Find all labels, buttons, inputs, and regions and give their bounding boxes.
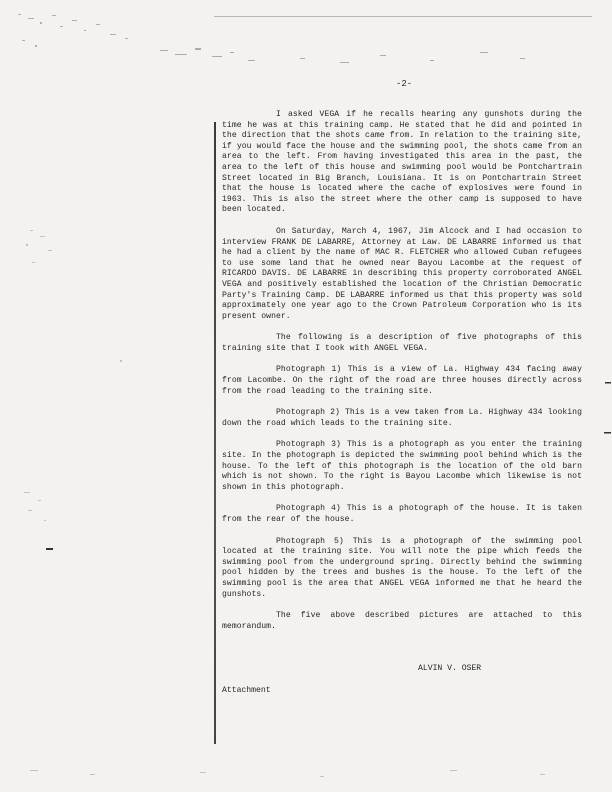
speckle-header-band xyxy=(160,48,525,63)
memo-body xyxy=(222,110,582,643)
top-rule xyxy=(214,16,592,17)
paragraph: Photograph 5) This is a photograph of the swimming pool located at the training site. You will note the pipe which feeds the swimming pool from the underground spring. Directly behind the swimming pool hidden by the trees and bushes is the house. To the left of the swimming pool is the area that ANGEL VEGA informed me that he heard the gunshots. xyxy=(222,536,582,599)
paragraph: On Saturday, March 4, 1967, Jim Alcock and I had occasion to interview FRANK DE LABARRE, Attorney at Law. DE LABARRE informed us that he had a client by the name of MAC R. FLETCHER who allowed Cuban refugees to use some land that he owned near Bayou Lacombe at the request of RICARDO DAVIS. DE LABARRE in describing this property corroborated ANGEL VEGA and positively established the location of the Christian Democratic Party's Training Camp. DE LABARRE informed us that this property was sold approximately one year ago to the Crown Patroleum Corporation who is its present owner. xyxy=(222,226,582,321)
speckle-top-left xyxy=(18,14,128,47)
signature-name: ALVIN V. OSER xyxy=(418,664,482,673)
page-number: -2- xyxy=(396,79,413,89)
paragraph: Photograph 4) This is a photograph of the house. It is taken from the rear of the house. xyxy=(222,504,582,524)
paragraph: Photograph 3) This is a photograph as you enter the training site. In the photograph is depicted the swimming pool behind which is the house. To the left of this photograph is the location of the old barn which is not shown. To the right is Bayou Lacombe which likewise is not shown in this photograph. xyxy=(222,440,582,492)
paragraph: Photograph 2) This is a vew taken from La. Highway 434 looking down the road which leads to the training site. xyxy=(222,408,582,428)
paragraph: I asked VEGA if he recalls hearing any gunshots during the time he was at this training camp. He stated that he did and pointed in the direction that the shots came from. In relation to the training site, if you would face the house and the swimming pool, the shots came from an area to the left. From having investigated this area in the past, the area to the left of this house and swimming pool would be Pontchartrain Street located in Big Branch, Louisiana. It is on Pontchartrain Street that the house is located where the cache of explosives were found in 1963. This is also the street where the other camp is supposed to have been located. xyxy=(222,110,582,215)
paragraph: The five above described pictures are attached to this memorandum. xyxy=(222,611,582,631)
left-margin-rule xyxy=(214,122,216,744)
paragraph: The following is a description of five photographs of this training site that I took with ANGEL VEGA. xyxy=(222,333,582,353)
paragraph: Photograph 1) This is a view of La. Highway 434 facing away from Lacombe. On the right of the road are three houses directly across from the road leading to the training site. xyxy=(222,365,582,396)
attachment-label: Attachment xyxy=(222,686,271,695)
